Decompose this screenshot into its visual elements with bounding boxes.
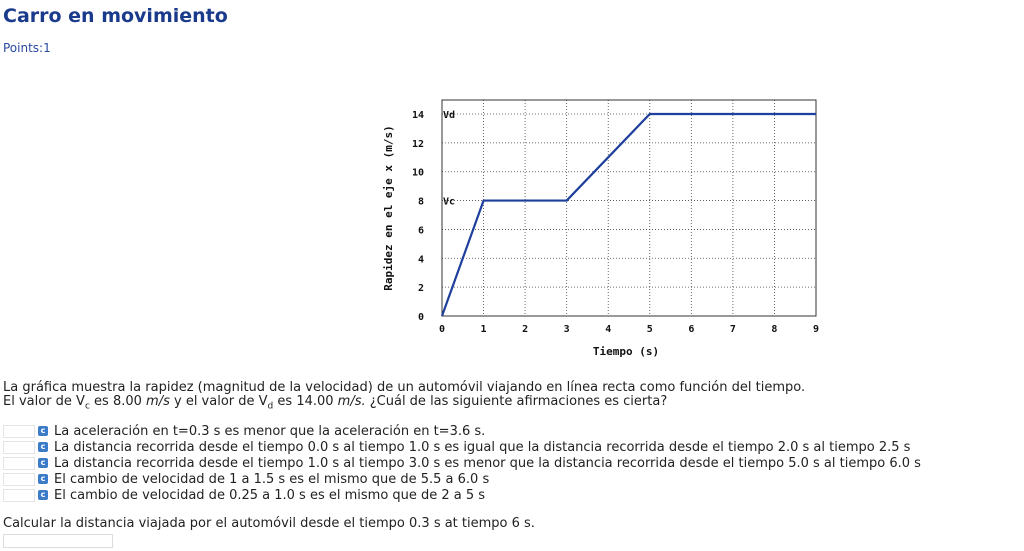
- y-tick-label: 6: [417, 225, 424, 237]
- y-tick-label: 10: [411, 167, 424, 179]
- x-axis-label: Tiempo (s): [592, 345, 660, 358]
- y-tick-label: 4: [417, 254, 424, 266]
- option-text: El cambio de velocidad de 0.25 a 1.0 s es el mismo que de 2 a 5 s: [54, 487, 486, 503]
- option-row: [3, 439, 1018, 455]
- y-axis-label: Rapidez en el eje x (m/s): [382, 125, 395, 291]
- chart-ticks: [412, 110, 819, 335]
- option-row: [3, 471, 1018, 487]
- option-text: La aceleración en t=0.3 s es menor que la aceleración en t=3.6 s.: [54, 423, 486, 439]
- question-line-1: La gráfica muestra la rapidez (magnitud de la velocidad) de un automóvil viajando en línea recta como función del tiempo.: [3, 380, 806, 395]
- option-select-input[interactable]: [3, 457, 35, 470]
- answer-input[interactable]: [3, 534, 113, 548]
- plot-frame: [442, 100, 816, 316]
- y-tick-label: 8: [417, 196, 424, 208]
- question-line-2: El valor de $V_c$ es 8.00 m/s y el valor de $V_d$ es 14.00 m/s. ¿Cuál de las siguiente afirmaciones es cierta?: [3, 394, 668, 412]
- x-tick-label: 1: [480, 324, 487, 335]
- chart-annotations: [443, 110, 455, 208]
- x-tick-label: 4: [605, 324, 612, 335]
- velocity-time-chart: [375, 96, 825, 361]
- x-tick-label: 3: [563, 324, 570, 335]
- y-tick-label: 0: [417, 312, 424, 323]
- points-label: Points:1: [3, 41, 51, 55]
- option-select-input[interactable]: [3, 489, 35, 502]
- vd-value: 14.00: [296, 394, 334, 409]
- x-tick-label: 2: [522, 324, 529, 335]
- option-row: [3, 423, 1018, 439]
- option-row: [3, 487, 1018, 503]
- option-select-input[interactable]: [3, 473, 35, 486]
- option-badge-icon: c: [38, 458, 48, 468]
- option-select-input[interactable]: [3, 425, 35, 438]
- option-badge-icon: c: [38, 474, 48, 484]
- option-text: El cambio de velocidad de 1 a 1.5 s es el mismo que de 5.5 a 6.0 s: [54, 471, 490, 487]
- y-tick-label: 12: [411, 138, 424, 150]
- option-text: La distancia recorrida desde el tiempo 0.0 s al tiempo 1.0 s es igual que la distancia recorrida desde el tiempo 2.0 s al tiempo 2.5 s: [54, 439, 911, 455]
- y-tick-label: 2: [417, 283, 424, 295]
- x-tick-label: 0: [438, 324, 446, 335]
- x-tick-label: 5: [646, 324, 653, 335]
- question-text: [3, 380, 1013, 412]
- y-tick-label: 14: [411, 110, 424, 121]
- calc-prompt: Calcular la distancia viajada por el automóvil desde el tiempo 0.3 s at tiempo 6 s.: [3, 516, 535, 531]
- x-tick-label: 6: [688, 324, 695, 335]
- annotation-label: Vc: [443, 196, 456, 208]
- option-select-input[interactable]: [3, 441, 35, 454]
- option-row: [3, 455, 1018, 471]
- x-tick-label: 8: [771, 324, 778, 335]
- page-title: Carro en movimiento: [3, 5, 228, 27]
- vc-value: 8.00: [112, 394, 142, 409]
- x-tick-label: 9: [812, 324, 820, 335]
- option-badge-icon: c: [38, 426, 48, 436]
- option-badge-icon: c: [38, 442, 48, 452]
- x-tick-label: 7: [729, 324, 736, 335]
- annotation-label: Vd: [443, 110, 456, 121]
- chart-grid: [442, 100, 816, 316]
- velocity-line: [442, 114, 816, 316]
- chart-series: [442, 114, 816, 316]
- options-list: [3, 423, 1018, 503]
- option-badge-icon: c: [38, 490, 48, 500]
- option-text: La distancia recorrida desde el tiempo 1.0 s al tiempo 3.0 s es menor que la distancia recorrida desde el tiempo 5.0 s al tiempo 6.0 s: [54, 455, 921, 471]
